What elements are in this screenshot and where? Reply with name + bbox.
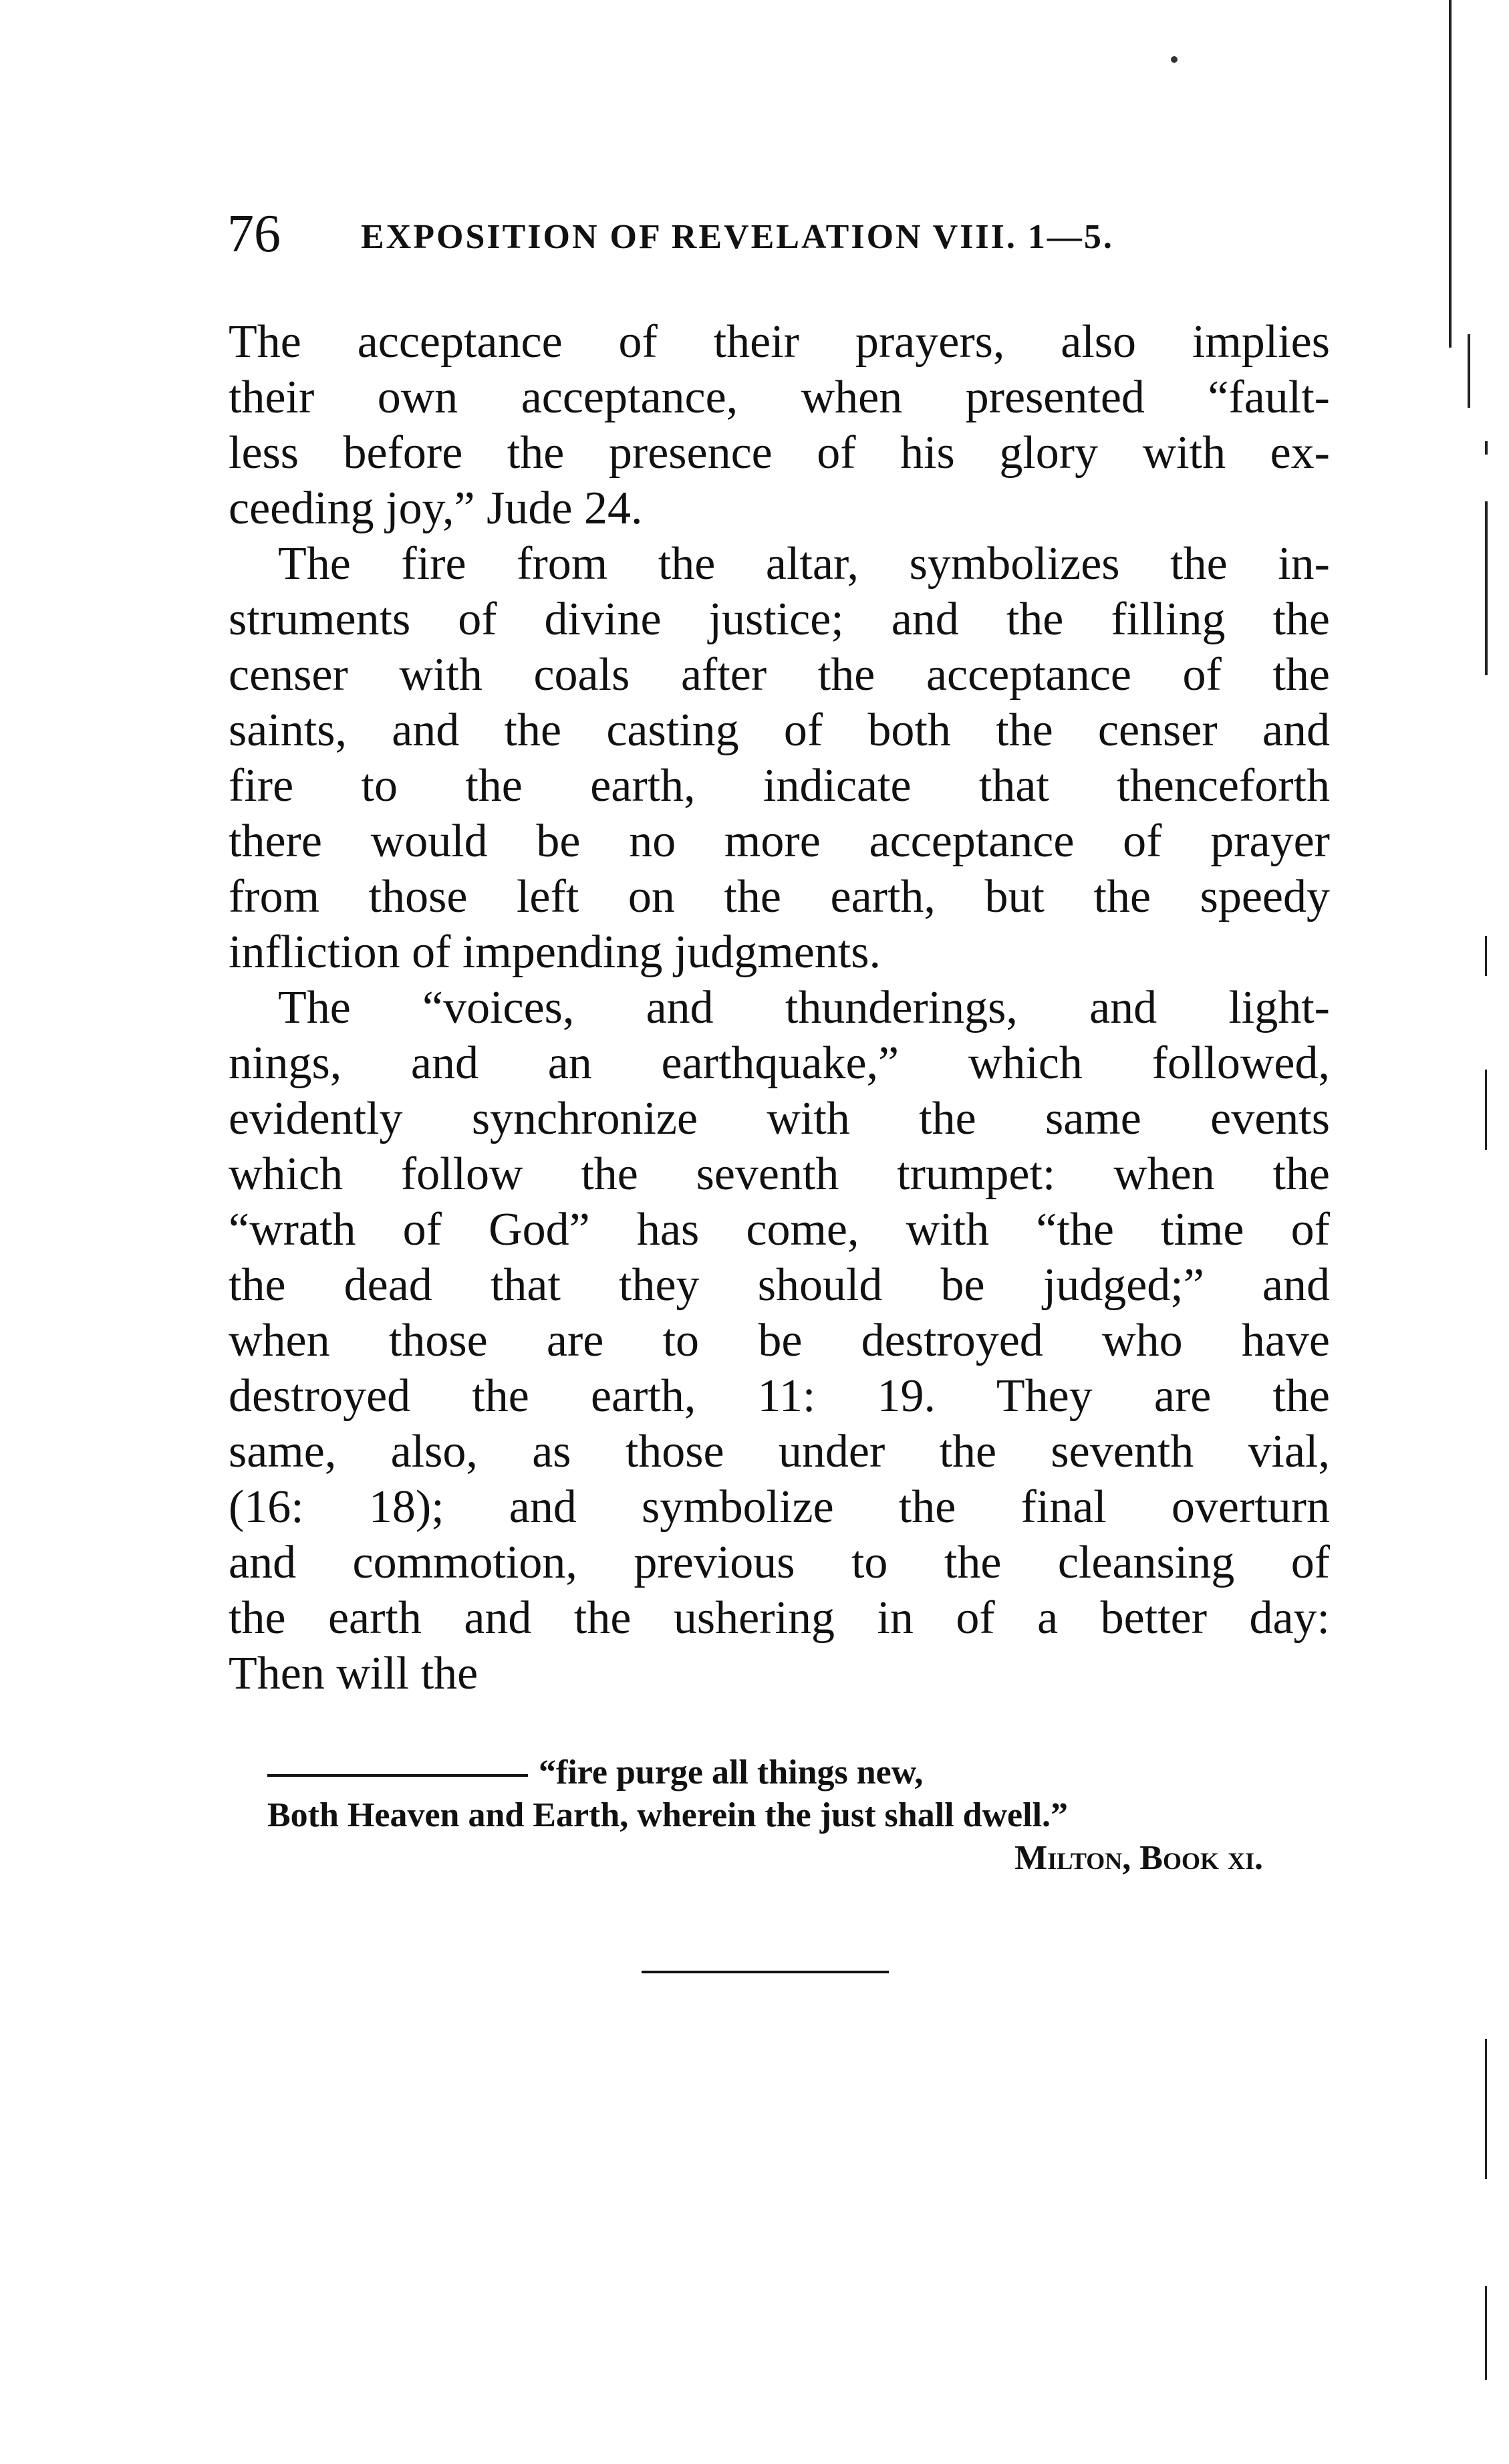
text-line: from those left on the earth, but the speedy (229, 871, 1330, 922)
text-line: struments of divine justice; and the filling the (229, 594, 1330, 645)
running-head: EXPOSITION OF REVELATION VIII. 1—5. (361, 218, 1114, 256)
text-line: same, also, as those under the seventh vial, (229, 1426, 1330, 1477)
text-line: infliction of impending judgments. (229, 927, 881, 978)
scan-edge-line (1468, 334, 1470, 408)
text-line: evidently synchronize with the same events (229, 1093, 1330, 1144)
scan-edge-line (1485, 936, 1487, 976)
text-line: the earth and the ushering in of a better day: (229, 1592, 1330, 1644)
scan-edge-line (1485, 501, 1488, 675)
verse-quotation (267, 1751, 1310, 1880)
quote-attribution: Milton, Book xi. (1014, 1839, 1263, 1877)
text-line: the dead that they should be judged;” and (229, 1259, 1330, 1311)
text-line: (16: 18); and symbolize the final overturn (229, 1481, 1330, 1533)
text-line: and commotion, previous to the cleansing of (229, 1537, 1330, 1588)
quote-text-1: “fire purge all things new, (539, 1753, 924, 1792)
page-header (227, 201, 1350, 267)
text-line: Then will the (229, 1648, 478, 1699)
text-line: their own acceptance, when presented “fault- (229, 372, 1330, 423)
text-line: there would be no more acceptance of prayer (229, 816, 1330, 867)
scan-edge-line (1485, 2286, 1487, 2380)
text-line: saints, and the casting of both the censer and (229, 705, 1330, 756)
section-divider (642, 1971, 889, 1973)
text-line: ceeding joy,” Jude 24. (229, 483, 643, 534)
scan-edge-line (1485, 2039, 1487, 2179)
text-line: fire to the earth, indicate that thenceforth (229, 760, 1330, 812)
text-line: destroyed the earth, 11: 19. They are the (229, 1370, 1330, 1422)
paragraph-start-line: The fire from the altar, symbolizes the in- (278, 538, 1330, 590)
paragraph-start-line: The “voices, and thunderings, and light- (278, 982, 1330, 1033)
text-line: which follow the seventh trumpet: when the (229, 1148, 1330, 1200)
scan-speck (1171, 56, 1178, 63)
quote-line-1 (267, 1751, 1310, 1794)
text-line: nings, and an earthquake,” which followed, (229, 1037, 1330, 1089)
text-line: “wrath of God” has come, with “the time of (229, 1204, 1330, 1255)
quote-dash (267, 1774, 528, 1777)
page-number: 76 (227, 205, 281, 263)
body-text (229, 314, 1330, 1701)
text-line: when those are to be destroyed who have (229, 1315, 1330, 1366)
text-line: censer with coals after the acceptance of the (229, 649, 1330, 701)
text-line: The acceptance of their prayers, also implies (229, 316, 1330, 368)
scan-edge-line (1485, 1070, 1487, 1150)
quote-line-2: Both Heaven and Earth, wherein the just shall dwell.” (267, 1796, 1069, 1834)
scan-edge-line (1449, 0, 1452, 348)
scan-edge-line (1485, 441, 1488, 455)
text-line: less before the presence of his glory with ex- (229, 427, 1330, 479)
